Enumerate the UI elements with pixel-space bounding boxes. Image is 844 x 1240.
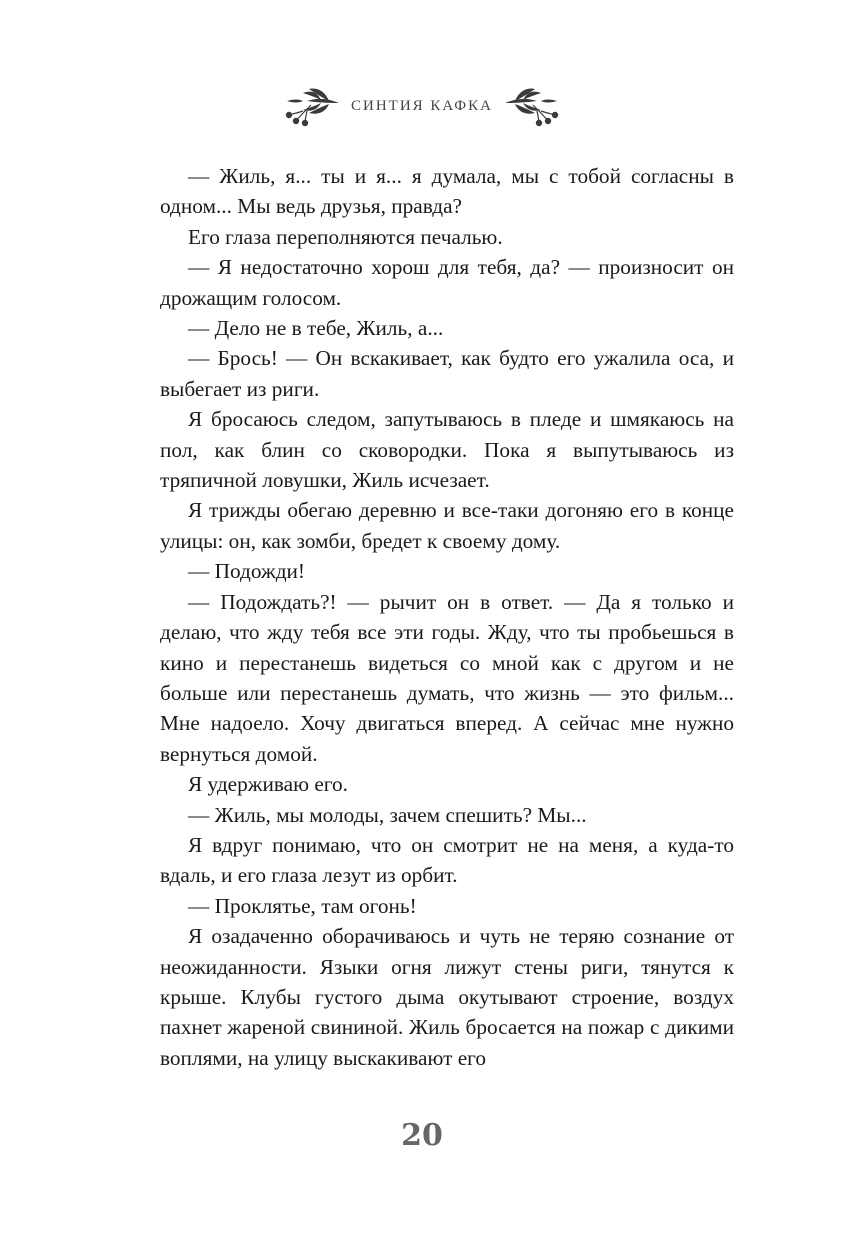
running-header xyxy=(0,78,844,134)
page-number: 20 xyxy=(401,1118,443,1153)
paragraph: Я вдруг понимаю, что он смотрит не на меня, а куда-то вдаль, и его глаза лезут из орбит. xyxy=(160,832,734,888)
paragraph: — Проклятье, там огонь! xyxy=(188,893,417,918)
paragraph: Я бросаюсь следом, запутываюсь в пледе и шмякаюсь на пол, как блин со сковородки. Пока я выпутываюсь из тряпичной ловушки, Жиль исчезает. xyxy=(160,407,734,493)
paragraph: Его глаза переполняются печалью. xyxy=(188,224,503,249)
paragraph: — Дело не в тебе, Жиль, а... xyxy=(188,316,444,341)
leaf-branch-icon xyxy=(503,81,563,131)
paragraph: — Я недостаточно хорош для тебя, да? — произносит он дрожащим голосом. xyxy=(160,255,734,310)
leaf-branch-icon xyxy=(281,81,341,131)
paragraph: — Брось! — Он вскакивает, как будто его ужалила оса, и выбегает из риги. xyxy=(160,346,734,401)
book-author-title: СИНТИЯ КАФКА xyxy=(350,97,493,114)
paragraph: — Жиль, я... ты и я... я думала, мы с тобой согласны в одном... Мы ведь друзья, правда? xyxy=(160,164,734,219)
page-body-text xyxy=(160,161,734,1073)
paragraph: Я озадаченно оборачиваюсь и чуть не теряю сознание от неожиданности. Языки огня лижут стены риги, тянутся к крыше. Клубы густого дыма окутывают строение, воздух пахнет жареной свининой. Жиль бросается на пожар с дикими воплями, на улицу выскакивают его xyxy=(160,924,734,1070)
paragraph: — Подождать?! — рычит он в ответ. — Да я только и делаю, что жду тебя все эти годы. Жду, что ты пробьешься в кино и перестанешь видеться со мной как с другом и не больше или перестанешь думать, что жизнь — это фильм... Мне надоело. Хочу двигаться вперед. А сейчас мне нужно вернуться домой. xyxy=(160,589,734,766)
paragraph: — Подожди! xyxy=(188,559,306,584)
paragraph: Я удерживаю его. xyxy=(188,772,348,797)
paragraph: Я трижды обегаю деревню и все-таки догоняю его в конце улицы: он, как зомби, бредет к своему дому. xyxy=(160,498,734,553)
paragraph: — Жиль, мы молоды, зачем спешить? Мы... xyxy=(188,802,587,827)
